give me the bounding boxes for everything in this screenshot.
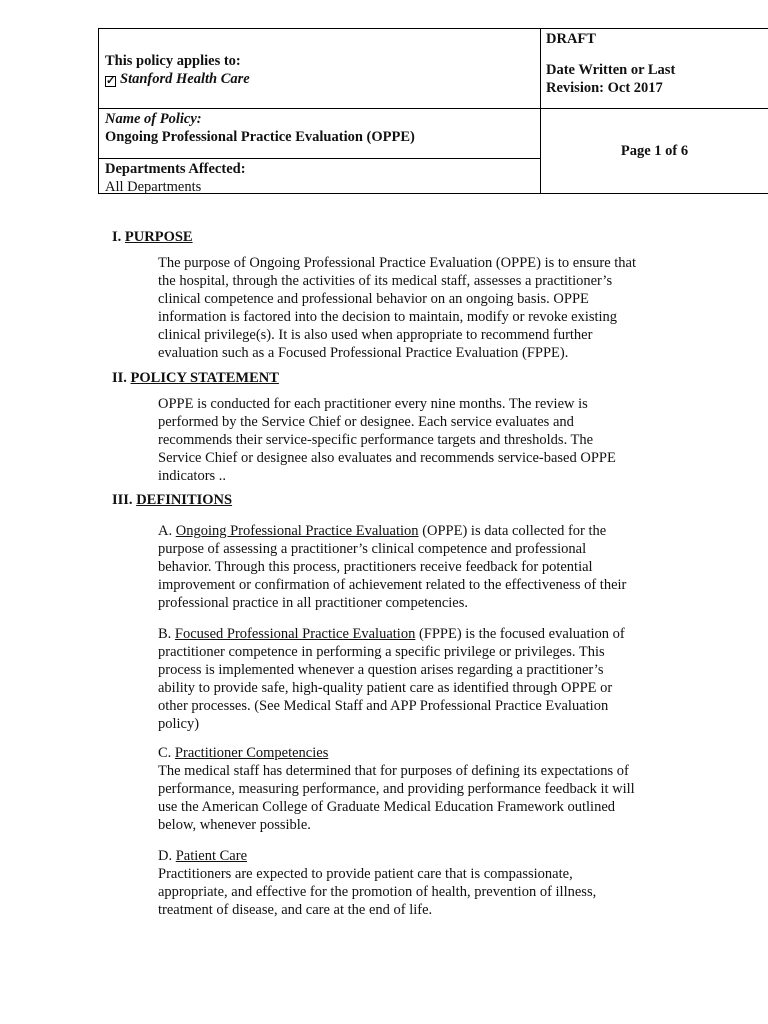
paragraph-line: behavior. Through this process, practitioners receive feedback for potential [158,559,593,575]
definition-term: Focused Professional Practice Evaluation [174,626,416,642]
definition-term: Practitioner Competencies [174,745,329,761]
section-heading-policy-statement [112,369,279,387]
policy-name-label: Name of Policy: [105,111,202,127]
definition-d [158,847,668,919]
definition-c [158,744,668,834]
paragraph-line: recommends their service-specific performance targets and thresholds. The [158,432,594,448]
paragraph-line: OPPE is conducted for each practitioner every nine months. The review is [158,396,588,412]
paragraph-line: below, whenever possible. [158,817,311,833]
definition-prefix: B. [158,626,175,642]
paragraph-line: the hospital, through the activities of its medical staff, assesses a practitioner’s [158,273,613,289]
section-number: I. [112,229,122,245]
applies-to-value-row [105,70,250,88]
definition-b-first-line [158,625,668,643]
paragraph-line: evaluation such as a Focused Professional Practice Evaluation (FPPE). [158,345,569,361]
paragraph-line: information is factored into the decision to maintain, modify or revoke existing [158,309,618,325]
header-divider-left-1 [99,108,540,109]
paragraph-line: improvement or confirmation of achievement related to the effectiveness of their [158,577,627,593]
paragraph-line: purpose of assessing a practitioner’s clinical competence and professional [158,541,587,557]
paragraph-line: other processes. (See Medical Staff and APP Professional Practice Evaluation [158,698,609,714]
definition-term: Ongoing Professional Practice Evaluation [175,523,419,539]
applies-to-cell [105,52,250,88]
definition-a-first-line [158,522,668,540]
date-written-line-2: Revision: Oct 2017 [546,80,663,96]
definition-d-first-line [158,847,668,865]
paragraph-line: professional practice in all practitioner competencies. [158,595,469,611]
purpose-paragraph [158,254,668,362]
policy-name-cell [105,110,415,146]
page-number: Page 1 of 6 [620,143,689,159]
paragraph-line: performance, measuring performance, and providing performance feedback it will [158,781,635,797]
section-title: POLICY STATEMENT [130,370,279,386]
paragraph-line: indicators .. [158,468,227,484]
departments-label: Departments Affected: [105,161,246,177]
definition-b [158,625,668,733]
paragraph-line: The purpose of Ongoing Professional Practice Evaluation (OPPE) is to ensure that [158,255,636,271]
paragraph-line: policy) [158,716,200,732]
draft-label: DRAFT [546,31,596,47]
section-title: PURPOSE [124,229,193,245]
paragraph-line: treatment of disease, and care at the end of life. [158,902,433,918]
definition-term: Patient Care [175,848,248,864]
applies-to-label: This policy applies to: [105,53,241,69]
checked-box-icon: ✓ [106,75,116,87]
definition-first-rest: (OPPE) is data collected for the [418,523,607,539]
paragraph-line: ability to provide safe, high-quality patient care as identified through OPPE or [158,680,613,696]
paragraph-line: performed by the Service Chief or designee. Each service evaluates and [158,414,574,430]
header-divider-left-2 [99,158,540,159]
paragraph-line: appropriate, and effective for the promotion of health, prevention of illness, [158,884,597,900]
departments-value: All Departments [105,179,202,195]
departments-cell [105,160,246,196]
definition-prefix: D. [158,848,176,864]
definition-c-first-line [158,744,668,762]
section-title: DEFINITIONS [136,492,233,508]
definition-prefix: C. [158,745,175,761]
paragraph-line: clinical competence and professional behavior on an ongoing basis. OPPE [158,291,589,307]
definition-a [158,522,668,612]
paragraph-line: process is implemented whenever a question arises regarding a practitioner’s [158,662,604,678]
policy-header-table [98,28,768,194]
section-number: III. [112,492,133,508]
policy-statement-paragraph [158,395,668,485]
applies-to-value: Stanford Health Care [120,71,250,87]
definition-first-rest: (FPPE) is the focused evaluation of [415,626,625,642]
date-written-line-1: Date Written or Last [546,62,676,78]
paragraph-line: practitioner competence in performing a specific privilege or privileges. This [158,644,605,660]
section-number: II. [112,370,127,386]
paragraph-line: clinical privilege(s). It is also used when appropriate to recommend further [158,327,593,343]
section-heading-definitions [112,491,232,509]
paragraph-line: Practitioners are expected to provide patient care that is compassionate, [158,866,573,882]
paragraph-line: Service Chief or designee also evaluates and recommends service-based OPPE [158,450,616,466]
date-written-cell [546,61,675,97]
section-heading-purpose [112,228,193,246]
paragraph-line: use the American College of Graduate Medical Education Framework outlined [158,799,616,815]
definition-prefix: A. [158,523,176,539]
policy-name-value: Ongoing Professional Practice Evaluation (OPPE) [105,129,415,145]
paragraph-line: The medical staff has determined that for purposes of defining its expectations of [158,763,629,779]
